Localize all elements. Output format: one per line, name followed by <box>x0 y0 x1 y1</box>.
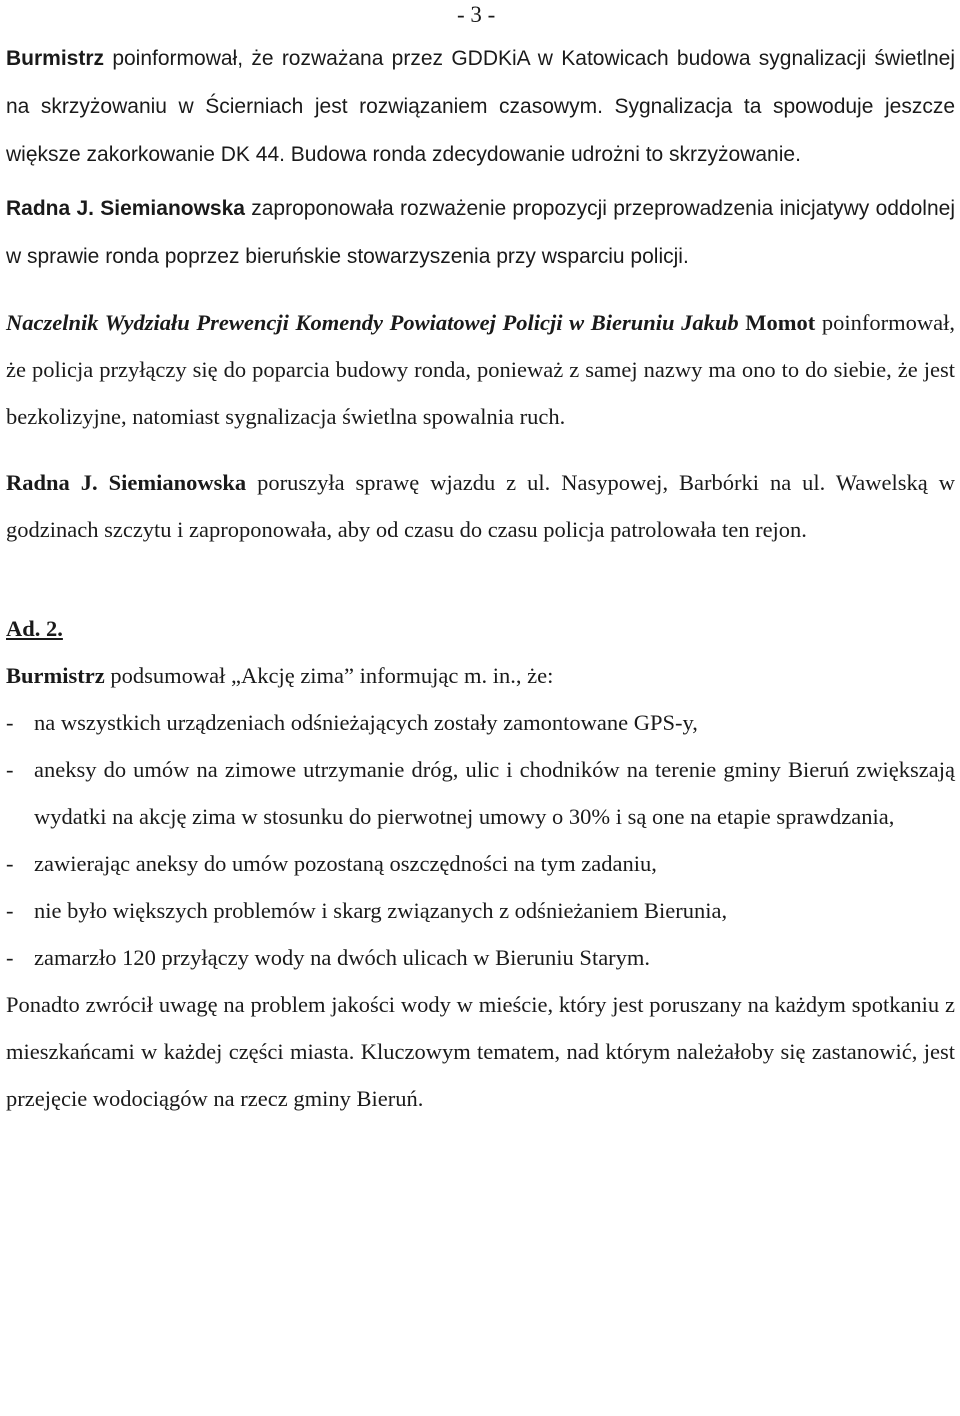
speaker-name: Radna J. Siemianowska <box>6 470 247 495</box>
speaker-name: Burmistrz <box>6 663 105 688</box>
speaker-name: Radna J. Siemianowska <box>6 197 245 220</box>
document-body <box>6 34 955 1122</box>
list-item: - zawierając aneksy do umów pozostaną oszczędności na tym zadaniu, <box>6 840 955 887</box>
bullet-list <box>6 699 955 981</box>
paragraph-text: zaproponowała rozważenie propozycji przeprowadzenia inicjatywy oddolnej w sprawie ronda poprzez bieruńskie stowarzyszenia przy wsparciu policji. <box>6 197 955 268</box>
speaker-name: Momot <box>745 310 816 335</box>
bullet-dash: - <box>6 945 14 970</box>
paragraph-text: poinformował, że policja przyłączy się do poparcia budowy ronda, ponieważ z samej nazwy ma ono to do siebie, że jest bezkolizyjne, natomiast sygnalizacja świetlna spowalnia ruch. <box>6 310 956 429</box>
paragraph-naczelnik <box>6 299 955 440</box>
bullet-dash: - <box>6 710 14 735</box>
ad-heading: Ad. 2. <box>6 616 63 641</box>
list-item: - zamarzło 120 przyłączy wody na dwóch ulicach w Bieruniu Starym. <box>6 934 955 981</box>
list-item: - nie było większych problemów i skarg związanych z odśnieżaniem Bierunia, <box>6 887 955 934</box>
paragraph-radna-wjazd <box>6 459 955 553</box>
list-item: - aneksy do umów na zimowe utrzymanie dróg, ulic i chodników na terenie gminy Bieruń zwiększają wydatki na akcję zima w stosunku do pierwotnej umowy o 30% i są one na etapie sprawdzania, <box>6 746 955 840</box>
page-number: - 3 - <box>457 2 496 27</box>
section-heading <box>6 605 955 652</box>
list-item: - na wszystkich urządzeniach odśnieżających zostały zamontowane GPS-y, <box>6 699 955 746</box>
bullet-dash: - <box>6 851 14 876</box>
paragraph-jakosc-wody: Ponadto zwrócił uwagę na problem jakości wody w mieście, który jest poruszany na każdym spotkaniu z mieszkańcami w każdej części miasta. Kluczowym tematem, nad którym należałoby się zastanowić, jest przejęcie wodociągów na rzecz gminy Bieruń. <box>6 992 955 1111</box>
paragraph-burmistrz-sygnalizacja <box>6 34 955 178</box>
speaker-title: Naczelnik Wydziału Prewencji Komendy Powiatowej Policji w Bieruniu Jakub <box>6 310 739 335</box>
bullet-dash: - <box>6 898 14 923</box>
paragraph-text: poinformował, że rozważana przez GDDKiA w Katowicach budowa sygnalizacji świetlnej na skrzyżowaniu w Ścierniach jest rozwiązaniem czasowym. Sygnalizacja ta spowoduje jeszcze większe zakorkowanie DK 44. Budowa ronda zdecydowanie udrożni to skrzyżowanie. <box>6 47 955 166</box>
paragraph-text: poruszyła sprawę wjazdu z ul. Nasypowej, Barbórki na ul. Wawelską w godzinach szczytu i zaproponowała, aby od czasu do czasu policja patrolowała ten rejon. <box>6 470 955 542</box>
paragraph-radna-inicjatywa <box>6 184 955 280</box>
speaker-name: Burmistrz <box>6 47 105 70</box>
paragraph-akcja-zima <box>6 652 955 699</box>
paragraph-text: podsumował „Akcję zima” informując m. in., że: <box>104 663 554 688</box>
bullet-dash: - <box>6 757 14 782</box>
